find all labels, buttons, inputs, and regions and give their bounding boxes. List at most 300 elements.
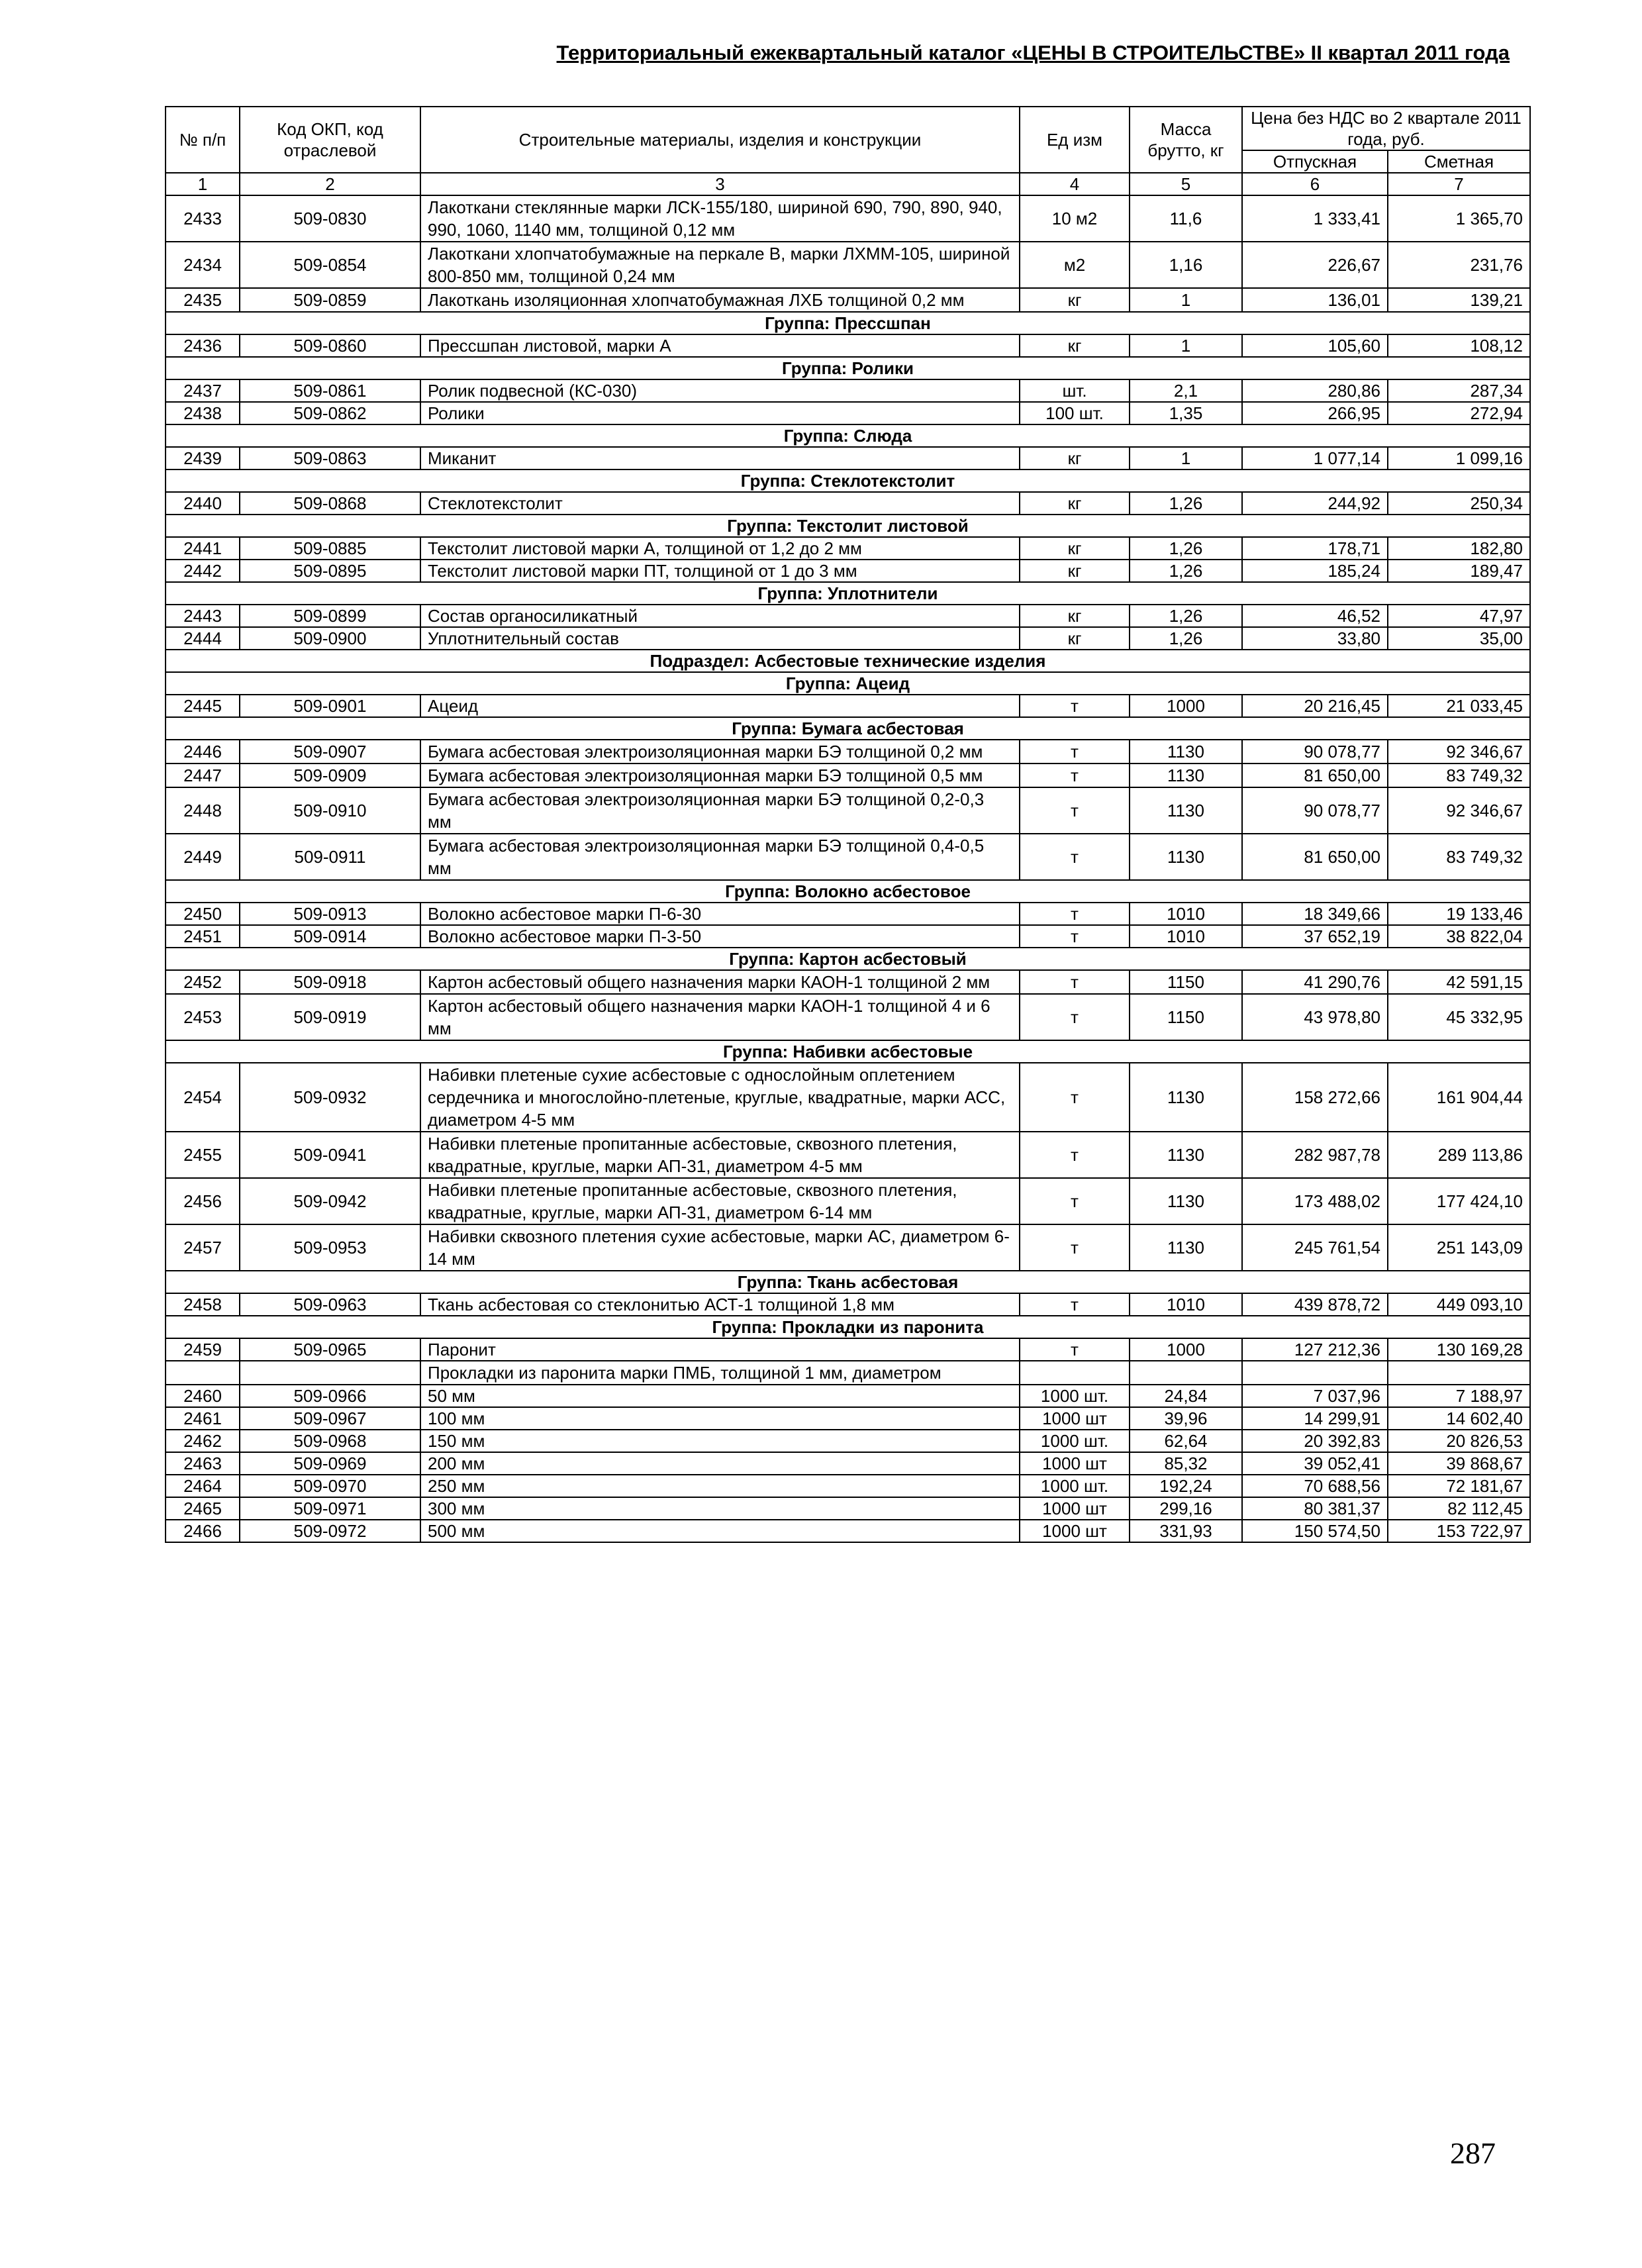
table-row: [166, 1497, 1530, 1520]
table-row: [166, 1430, 1530, 1452]
row-number: 2441: [166, 537, 240, 560]
subsection-heading: Подраздел: Асбестовые технические изделия: [166, 650, 1530, 672]
table-row: [166, 1361, 1530, 1385]
unit: т: [1020, 994, 1130, 1040]
estimate-price: 45 332,95: [1388, 994, 1530, 1040]
unit: 100 шт.: [1020, 402, 1130, 424]
okp-code: 509-0953: [240, 1224, 420, 1271]
row-number: 2461: [166, 1407, 240, 1430]
material-name: Бумага асбестовая электроизоляционная марки БЭ толщиной 0,5 мм: [420, 764, 1020, 787]
material-name: Бумага асбестовая электроизоляционная марки БЭ толщиной 0,2 мм: [420, 740, 1020, 764]
col-header-unit: Ед изм: [1020, 107, 1130, 173]
col-header-name: Строительные материалы, изделия и конструкции: [420, 107, 1020, 173]
row-number: 2447: [166, 764, 240, 787]
estimate-price: 251 143,09: [1388, 1224, 1530, 1271]
unit: 1000 шт.: [1020, 1475, 1130, 1497]
gross-mass: 331,93: [1130, 1520, 1242, 1542]
unit: 1000 шт: [1020, 1520, 1130, 1542]
row-number: 2449: [166, 834, 240, 880]
row-number: 2433: [166, 195, 240, 242]
gross-mass: 1,26: [1130, 492, 1242, 515]
unit: кг: [1020, 605, 1130, 627]
unit: т: [1020, 695, 1130, 717]
okp-code: 509-0862: [240, 402, 420, 424]
unit: 10 м2: [1020, 195, 1130, 242]
table-row: [166, 834, 1530, 880]
table-row: [166, 560, 1530, 582]
row-number: 2438: [166, 402, 240, 424]
unit: кг: [1020, 288, 1130, 312]
okp-code: 509-0895: [240, 560, 420, 582]
okp-code: 509-0868: [240, 492, 420, 515]
col-header-price: Цена без НДС во 2 квартале 2011 года, руб.: [1242, 107, 1530, 150]
estimate-price: 82 112,45: [1388, 1497, 1530, 1520]
group-heading-row: [166, 582, 1530, 605]
unit: т: [1020, 787, 1130, 834]
release-price: 245 761,54: [1242, 1224, 1388, 1271]
release-price: [1242, 1361, 1388, 1385]
material-name: 150 мм: [420, 1430, 1020, 1452]
row-number: 2453: [166, 994, 240, 1040]
estimate-price: 47,97: [1388, 605, 1530, 627]
release-price: 136,01: [1242, 288, 1388, 312]
material-name: Уплотнительный состав: [420, 627, 1020, 650]
table-row: [166, 242, 1530, 288]
gross-mass: 1,26: [1130, 560, 1242, 582]
table-row: [166, 1293, 1530, 1316]
gross-mass: 1,26: [1130, 627, 1242, 650]
estimate-price: 153 722,97: [1388, 1520, 1530, 1542]
material-name: 100 мм: [420, 1407, 1020, 1430]
gross-mass: 24,84: [1130, 1385, 1242, 1407]
group-heading: Группа: Картон асбестовый: [166, 948, 1530, 970]
unit: 1000 шт: [1020, 1497, 1130, 1520]
unit: т: [1020, 1063, 1130, 1132]
gross-mass: 1130: [1130, 1063, 1242, 1132]
release-price: 41 290,76: [1242, 970, 1388, 994]
col-header-num: № п/п: [166, 107, 240, 173]
gross-mass: 1130: [1130, 834, 1242, 880]
release-price: 80 381,37: [1242, 1497, 1388, 1520]
col-number: 7: [1388, 173, 1530, 195]
gross-mass: 1,26: [1130, 605, 1242, 627]
release-price: 7 037,96: [1242, 1385, 1388, 1407]
row-number: 2459: [166, 1338, 240, 1361]
col-number: 3: [420, 173, 1020, 195]
table-row: [166, 970, 1530, 994]
material-name: Картон асбестовый общего назначения марки КАОН-1 толщиной 2 мм: [420, 970, 1020, 994]
group-heading: Группа: Прокладки из паронита: [166, 1316, 1530, 1338]
group-heading: Группа: Слюда: [166, 424, 1530, 447]
okp-code: 509-0913: [240, 903, 420, 925]
row-number: 2456: [166, 1178, 240, 1224]
gross-mass: 1150: [1130, 994, 1242, 1040]
release-price: 70 688,56: [1242, 1475, 1388, 1497]
table-row: [166, 402, 1530, 424]
estimate-price: 250,34: [1388, 492, 1530, 515]
okp-code: 509-0972: [240, 1520, 420, 1542]
gross-mass: 1130: [1130, 1132, 1242, 1178]
group-heading-row: [166, 1316, 1530, 1338]
row-number: 2458: [166, 1293, 240, 1316]
unit: т: [1020, 1178, 1130, 1224]
gross-mass: 1130: [1130, 740, 1242, 764]
group-heading-row: [166, 424, 1530, 447]
okp-code: 509-0854: [240, 242, 420, 288]
material-name: Прокладки из паронита марки ПМБ, толщиной 1 мм, диаметром: [420, 1361, 1020, 1385]
estimate-price: 108,12: [1388, 334, 1530, 357]
gross-mass: 1130: [1130, 1178, 1242, 1224]
col-number: 1: [166, 173, 240, 195]
price-catalog-table: [165, 106, 1531, 1543]
release-price: 244,92: [1242, 492, 1388, 515]
estimate-price: 83 749,32: [1388, 834, 1530, 880]
release-price: 37 652,19: [1242, 925, 1388, 948]
group-heading: Группа: Волокно асбестовое: [166, 880, 1530, 903]
material-name: 200 мм: [420, 1452, 1020, 1475]
row-number: 2451: [166, 925, 240, 948]
release-price: 81 650,00: [1242, 764, 1388, 787]
gross-mass: 192,24: [1130, 1475, 1242, 1497]
release-price: 439 878,72: [1242, 1293, 1388, 1316]
table-row: [166, 1338, 1530, 1361]
unit: т: [1020, 1224, 1130, 1271]
gross-mass: 11,6: [1130, 195, 1242, 242]
group-heading: Группа: Ролики: [166, 357, 1530, 379]
row-number: 2435: [166, 288, 240, 312]
gross-mass: 1130: [1130, 787, 1242, 834]
material-name: Лакоткань изоляционная хлопчатобумажная ЛХБ толщиной 0,2 мм: [420, 288, 1020, 312]
estimate-price: 92 346,67: [1388, 787, 1530, 834]
unit: кг: [1020, 334, 1130, 357]
group-heading: Группа: Ацеид: [166, 672, 1530, 695]
table-row: [166, 994, 1530, 1040]
col-header-code: Код ОКП, код отраслевой: [240, 107, 420, 173]
release-price: 90 078,77: [1242, 787, 1388, 834]
table-row: [166, 1224, 1530, 1271]
okp-code: 509-0918: [240, 970, 420, 994]
col-header-mass: Масса брутто, кг: [1130, 107, 1242, 173]
unit: кг: [1020, 560, 1130, 582]
okp-code: 509-0968: [240, 1430, 420, 1452]
table-row: [166, 695, 1530, 717]
release-price: 150 574,50: [1242, 1520, 1388, 1542]
col-number: 4: [1020, 173, 1130, 195]
table-row: [166, 195, 1530, 242]
row-number: 2445: [166, 695, 240, 717]
gross-mass: 1,16: [1130, 242, 1242, 288]
estimate-price: 19 133,46: [1388, 903, 1530, 925]
unit: 1000 шт.: [1020, 1430, 1130, 1452]
row-number: 2440: [166, 492, 240, 515]
gross-mass: 1010: [1130, 903, 1242, 925]
estimate-price: 139,21: [1388, 288, 1530, 312]
row-number: 2466: [166, 1520, 240, 1542]
release-price: 14 299,91: [1242, 1407, 1388, 1430]
material-name: Стеклотекстолит: [420, 492, 1020, 515]
unit: т: [1020, 1132, 1130, 1178]
okp-code: 509-0909: [240, 764, 420, 787]
unit: кг: [1020, 627, 1130, 650]
okp-code: 509-0863: [240, 447, 420, 469]
release-price: 43 978,80: [1242, 994, 1388, 1040]
unit: т: [1020, 834, 1130, 880]
release-price: 280,86: [1242, 379, 1388, 402]
material-name: Ткань асбестовая со стеклонитью АСТ-1 толщиной 1,8 мм: [420, 1293, 1020, 1316]
table-row: [166, 1520, 1530, 1542]
unit: т: [1020, 903, 1130, 925]
gross-mass: 1: [1130, 334, 1242, 357]
okp-code: 509-0963: [240, 1293, 420, 1316]
unit: т: [1020, 970, 1130, 994]
table-row: [166, 447, 1530, 469]
table-row: [166, 787, 1530, 834]
gross-mass: 299,16: [1130, 1497, 1242, 1520]
release-price: 266,95: [1242, 402, 1388, 424]
row-number: [166, 1361, 240, 1385]
gross-mass: 1130: [1130, 764, 1242, 787]
gross-mass: 1000: [1130, 695, 1242, 717]
table-row: [166, 379, 1530, 402]
material-name: 500 мм: [420, 1520, 1020, 1542]
row-number: 2442: [166, 560, 240, 582]
material-name: Набивки плетеные сухие асбестовые с однослойным оплетением сердечника и многослойно-плетеные, круглые, квадратные, марки АСС, диаметром 4-5 мм: [420, 1063, 1020, 1132]
table-row: [166, 1452, 1530, 1475]
group-heading: Группа: Набивки асбестовые: [166, 1040, 1530, 1063]
group-heading: Группа: Уплотнители: [166, 582, 1530, 605]
okp-code: 509-0910: [240, 787, 420, 834]
estimate-price: 130 169,28: [1388, 1338, 1530, 1361]
okp-code: 509-0861: [240, 379, 420, 402]
col-number: 6: [1242, 173, 1388, 195]
unit: т: [1020, 1293, 1130, 1316]
okp-code: 509-0899: [240, 605, 420, 627]
release-price: 282 987,78: [1242, 1132, 1388, 1178]
row-number: 2464: [166, 1475, 240, 1497]
okp-code: 509-0969: [240, 1452, 420, 1475]
row-number: 2455: [166, 1132, 240, 1178]
unit: 1000 шт: [1020, 1407, 1130, 1430]
row-number: 2436: [166, 334, 240, 357]
material-name: Картон асбестовый общего назначения марки КАОН-1 толщиной 4 и 6 мм: [420, 994, 1020, 1040]
row-number: 2454: [166, 1063, 240, 1132]
table-row: [166, 492, 1530, 515]
okp-code: 509-0907: [240, 740, 420, 764]
material-name: Ацеид: [420, 695, 1020, 717]
okp-code: 509-0965: [240, 1338, 420, 1361]
gross-mass: 62,64: [1130, 1430, 1242, 1452]
group-heading: Группа: Ткань асбестовая: [166, 1271, 1530, 1293]
estimate-price: 1 365,70: [1388, 195, 1530, 242]
row-number: 2443: [166, 605, 240, 627]
okp-code: 509-0911: [240, 834, 420, 880]
material-name: Набивки плетеные пропитанные асбестовые, сквозного плетения, квадратные, круглые, марки АП-31, диаметром 6-14 мм: [420, 1178, 1020, 1224]
release-price: 90 078,77: [1242, 740, 1388, 764]
material-name: Набивки сквозного плетения сухие асбестовые, марки АС, диаметром 6-14 мм: [420, 1224, 1020, 1271]
release-price: 105,60: [1242, 334, 1388, 357]
release-price: 18 349,66: [1242, 903, 1388, 925]
col-number: 5: [1130, 173, 1242, 195]
material-name: Текстолит листовой марки А, толщиной от 1,2 до 2 мм: [420, 537, 1020, 560]
table-row: [166, 1407, 1530, 1430]
row-number: 2457: [166, 1224, 240, 1271]
unit: т: [1020, 1338, 1130, 1361]
estimate-price: 7 188,97: [1388, 1385, 1530, 1407]
table-row: [166, 1132, 1530, 1178]
unit: кг: [1020, 447, 1130, 469]
material-name: Прессшпан листовой, марки А: [420, 334, 1020, 357]
catalog-header: Территориальный ежеквартальный каталог «ЦЕНЫ В СТРОИТЕЛЬСТВЕ» II квартал 2011 года: [556, 41, 1510, 64]
gross-mass: 1010: [1130, 1293, 1242, 1316]
row-number: 2434: [166, 242, 240, 288]
gross-mass: 85,32: [1130, 1452, 1242, 1475]
gross-mass: 1010: [1130, 925, 1242, 948]
row-number: 2437: [166, 379, 240, 402]
release-price: 158 272,66: [1242, 1063, 1388, 1132]
okp-code: 509-0970: [240, 1475, 420, 1497]
estimate-price: 189,47: [1388, 560, 1530, 582]
okp-code: 509-0919: [240, 994, 420, 1040]
material-name: Волокно асбестовое марки П-6-30: [420, 903, 1020, 925]
material-name: Миканит: [420, 447, 1020, 469]
gross-mass: [1130, 1361, 1242, 1385]
gross-mass: 1: [1130, 288, 1242, 312]
unit: м2: [1020, 242, 1130, 288]
okp-code: 509-0941: [240, 1132, 420, 1178]
release-price: 185,24: [1242, 560, 1388, 582]
table-row: [166, 605, 1530, 627]
unit: т: [1020, 740, 1130, 764]
table-row: [166, 740, 1530, 764]
unit: т: [1020, 925, 1130, 948]
material-name: 250 мм: [420, 1475, 1020, 1497]
okp-code: 509-0901: [240, 695, 420, 717]
okp-code: 509-0830: [240, 195, 420, 242]
release-price: 46,52: [1242, 605, 1388, 627]
okp-code: 509-0932: [240, 1063, 420, 1132]
table-row: [166, 764, 1530, 787]
subsection-heading-row: [166, 650, 1530, 672]
material-name: Ролик подвесной (КС-030): [420, 379, 1020, 402]
group-heading-row: [166, 515, 1530, 537]
material-name: Состав органосиликатный: [420, 605, 1020, 627]
okp-code: 509-0971: [240, 1497, 420, 1520]
okp-code: 509-0900: [240, 627, 420, 650]
estimate-price: 161 904,44: [1388, 1063, 1530, 1132]
table-row: [166, 334, 1530, 357]
estimate-price: [1388, 1361, 1530, 1385]
row-number: 2444: [166, 627, 240, 650]
release-price: 178,71: [1242, 537, 1388, 560]
table-row: [166, 627, 1530, 650]
okp-code: 509-0942: [240, 1178, 420, 1224]
material-name: Лакоткани хлопчатобумажные на перкале В, марки ЛХММ-105, шириной 800-850 мм, толщиной 0,24 мм: [420, 242, 1020, 288]
unit: 1000 шт: [1020, 1452, 1130, 1475]
estimate-price: 72 181,67: [1388, 1475, 1530, 1497]
gross-mass: 1130: [1130, 1224, 1242, 1271]
unit: т: [1020, 764, 1130, 787]
estimate-price: 38 822,04: [1388, 925, 1530, 948]
okp-code: [240, 1361, 420, 1385]
unit: 1000 шт.: [1020, 1385, 1130, 1407]
estimate-price: 21 033,45: [1388, 695, 1530, 717]
material-name: Бумага асбестовая электроизоляционная марки БЭ толщиной 0,2-0,3 мм: [420, 787, 1020, 834]
table-row: [166, 537, 1530, 560]
group-heading: Группа: Бумага асбестовая: [166, 717, 1530, 740]
col-header-release-price: Отпускная: [1242, 150, 1388, 173]
estimate-price: 20 826,53: [1388, 1430, 1530, 1452]
group-heading-row: [166, 672, 1530, 695]
estimate-price: 287,34: [1388, 379, 1530, 402]
estimate-price: 231,76: [1388, 242, 1530, 288]
gross-mass: 39,96: [1130, 1407, 1242, 1430]
gross-mass: 1000: [1130, 1338, 1242, 1361]
row-number: 2439: [166, 447, 240, 469]
release-price: 226,67: [1242, 242, 1388, 288]
table-row: [166, 925, 1530, 948]
estimate-price: 35,00: [1388, 627, 1530, 650]
material-name: Ролики: [420, 402, 1020, 424]
row-number: 2462: [166, 1430, 240, 1452]
okp-code: 509-0914: [240, 925, 420, 948]
group-heading-row: [166, 948, 1530, 970]
material-name: Текстолит листовой марки ПТ, толщиной от 1 до 3 мм: [420, 560, 1020, 582]
col-header-estimate-price: Сметная: [1388, 150, 1530, 173]
release-price: 173 488,02: [1242, 1178, 1388, 1224]
group-heading-row: [166, 357, 1530, 379]
material-name: Волокно асбестовое марки П-3-50: [420, 925, 1020, 948]
release-price: 39 052,41: [1242, 1452, 1388, 1475]
estimate-price: 177 424,10: [1388, 1178, 1530, 1224]
material-name: Паронит: [420, 1338, 1020, 1361]
group-heading-row: [166, 1271, 1530, 1293]
material-name: 50 мм: [420, 1385, 1020, 1407]
release-price: 33,80: [1242, 627, 1388, 650]
table-row: [166, 903, 1530, 925]
material-name: Бумага асбестовая электроизоляционная марки БЭ толщиной 0,4-0,5 мм: [420, 834, 1020, 880]
material-name: 300 мм: [420, 1497, 1020, 1520]
gross-mass: 1,35: [1130, 402, 1242, 424]
estimate-price: 39 868,67: [1388, 1452, 1530, 1475]
row-number: 2452: [166, 970, 240, 994]
release-price: 127 212,36: [1242, 1338, 1388, 1361]
okp-code: 509-0967: [240, 1407, 420, 1430]
release-price: 1 077,14: [1242, 447, 1388, 469]
okp-code: 509-0860: [240, 334, 420, 357]
row-number: 2460: [166, 1385, 240, 1407]
unit: кг: [1020, 492, 1130, 515]
gross-mass: 1,26: [1130, 537, 1242, 560]
row-number: 2465: [166, 1497, 240, 1520]
table-row: [166, 1385, 1530, 1407]
estimate-price: 272,94: [1388, 402, 1530, 424]
unit: [1020, 1361, 1130, 1385]
group-heading-row: [166, 312, 1530, 334]
okp-code: 509-0966: [240, 1385, 420, 1407]
table-row: [166, 288, 1530, 312]
group-heading: Группа: Прессшпан: [166, 312, 1530, 334]
estimate-price: 14 602,40: [1388, 1407, 1530, 1430]
table-row: [166, 1063, 1530, 1132]
table-row: [166, 1475, 1530, 1497]
estimate-price: 1 099,16: [1388, 447, 1530, 469]
material-name: Набивки плетеные пропитанные асбестовые, сквозного плетения, квадратные, круглые, марки АП-31, диаметром 4-5 мм: [420, 1132, 1020, 1178]
unit: кг: [1020, 537, 1130, 560]
row-number: 2463: [166, 1452, 240, 1475]
release-price: 81 650,00: [1242, 834, 1388, 880]
group-heading-row: [166, 469, 1530, 492]
page-number: 287: [1450, 2136, 1496, 2170]
